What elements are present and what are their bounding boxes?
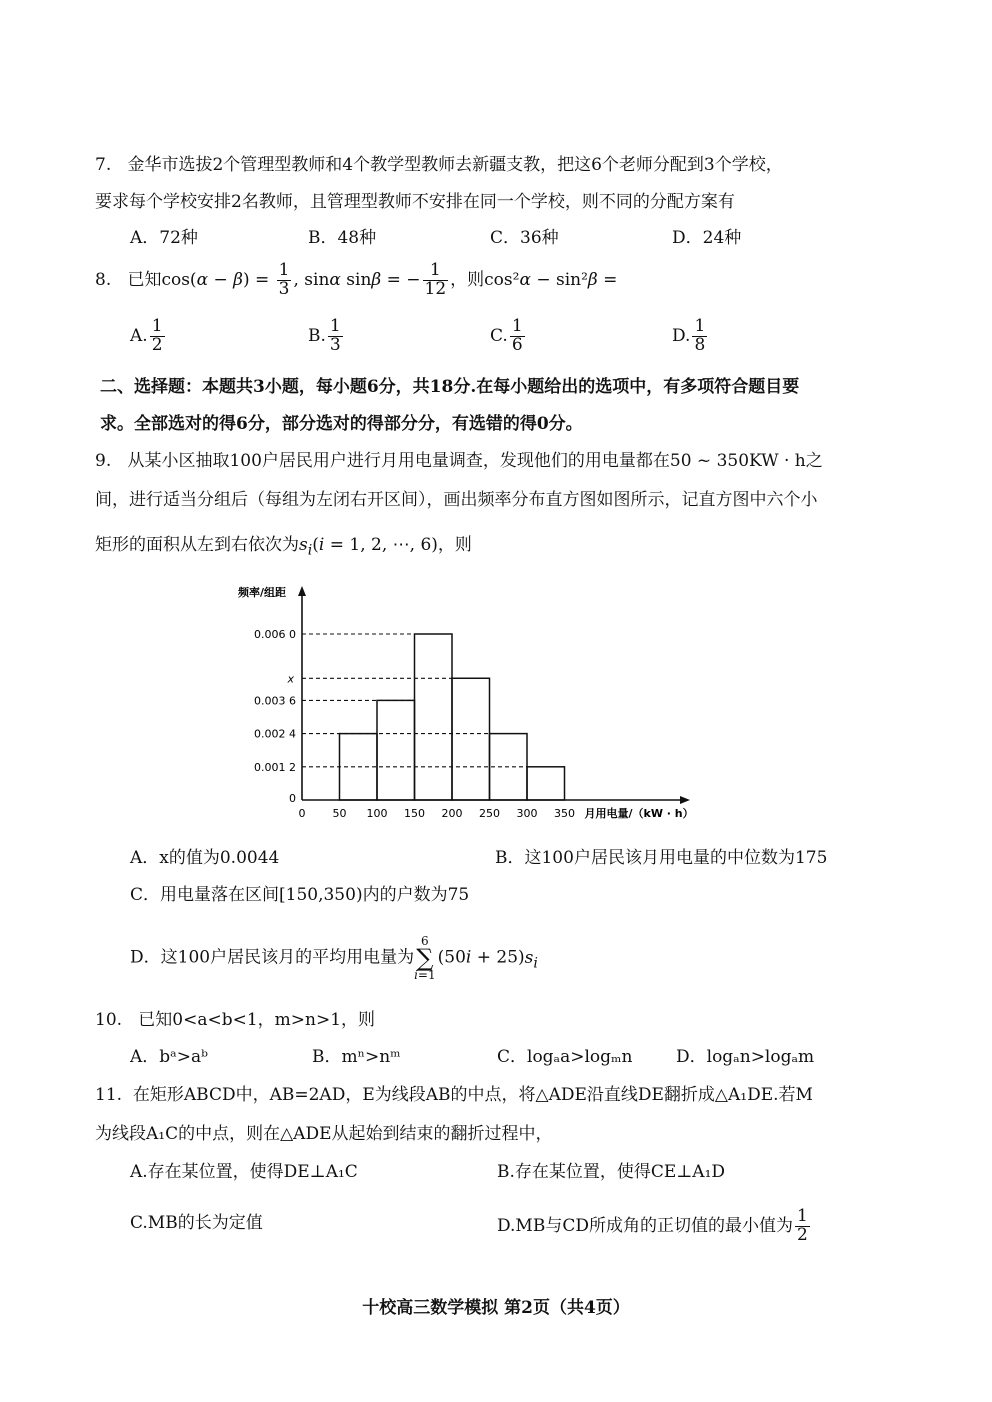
q11-number: 11. xyxy=(95,1085,123,1105)
y-tick-label: 0.006 0 xyxy=(254,628,296,641)
q7-number: 7. xyxy=(95,155,112,175)
q9-text-2: 间，进行适当分组后（每组为左闭右开区间），画出频率分布直方图如图所示，记直方图中六个小 xyxy=(95,490,818,510)
section2-line1: 二、选择题：本题共3小题，每小题6分，共18分.在每小题给出的选项中，有多项符合题目要 xyxy=(100,377,800,397)
q11-option-a: A.存在某位置，使得DE⊥A₁C xyxy=(130,1162,358,1182)
q7-option-c: C．36种 xyxy=(490,228,559,248)
q7-option-d: D．24种 xyxy=(672,228,742,248)
q10-option-d: D．logₐn>logₐm xyxy=(676,1047,815,1067)
q8-frac-1-3: $\frac{1}{3}$ xyxy=(278,260,290,299)
histogram-bar xyxy=(452,678,490,800)
x-tick-label: 200 xyxy=(441,807,463,820)
x-tick-label: 100 xyxy=(366,807,388,820)
histogram-bar xyxy=(377,700,415,800)
q9-option-d-prefix: D．这100户居民该月的平均用电量为 xyxy=(130,947,415,968)
y-axis-arrow xyxy=(298,586,306,596)
x-tick-label: 0 xyxy=(298,807,306,820)
x-tick-label: 350 xyxy=(554,807,575,820)
x-axis-label: 月用电量/（kW · h） xyxy=(584,807,694,820)
q10-option-a: A．bᵃ>aᵇ xyxy=(130,1047,208,1067)
q11-line1 xyxy=(95,1083,813,1107)
frequency-histogram xyxy=(230,578,730,828)
q10-option-c: C．logₐa>logₘn xyxy=(497,1047,633,1067)
q9-option-a: A．x的值为0.0044 xyxy=(130,848,280,868)
y-tick-label: 0.001 2 xyxy=(254,760,296,774)
q10-number: 10. xyxy=(95,1010,123,1030)
q9-text-3a: 矩形的面积从左到右依次为 xyxy=(95,535,299,555)
q7-text-1: 金华市选拔2个管理型教师和4个教学型教师去新疆支教，把这6个老师分配到3个学校， xyxy=(127,155,783,175)
x-axis-arrow xyxy=(680,796,690,804)
q9-option-d: D．这100户居民该月的平均用电量为6 ∑ $i=1(50i + 25)s_i$ xyxy=(130,934,538,982)
x-tick-label: 300 xyxy=(516,807,538,820)
q11-option-c: C.MB的长为定值 xyxy=(130,1213,263,1233)
sum-symbol: 6 ∑ i=1 xyxy=(414,934,436,982)
q7-option-a: A．72种 xyxy=(130,228,198,248)
q8-option-a: A. $\frac{1}{2}$ xyxy=(130,316,163,355)
q7-line1 xyxy=(95,153,783,177)
q10-line xyxy=(95,1008,375,1032)
q11-option-d-text: D.MB与CD所成角的正切值的最小值为 xyxy=(497,1215,793,1236)
q9-option-b: B．这100户居民该月用电量的中位数为175 xyxy=(495,848,828,868)
q9-number: 9. xyxy=(95,451,112,471)
q9-si-notation: $s_i(i = 1$, 2, ⋯, 6) xyxy=(299,535,438,559)
q9-text-3b: ，则 xyxy=(437,535,472,555)
x-tick-label: 50 xyxy=(332,807,347,820)
x-tick-label: 150 xyxy=(404,807,425,820)
x-tick-label: 250 xyxy=(479,807,500,820)
q11-option-b: B.存在某位置，使得CE⊥A₁D xyxy=(497,1162,726,1182)
q8-frac-1-12: $\frac{1}{12}$ xyxy=(424,260,447,299)
q8-stem: 8. 已知cos(α − β) = $\frac{1}{3}$ , sinα sinβ = − $\frac{1}{12}$ ，则cos²α − sin²β = xyxy=(95,260,618,299)
q10-option-b: B．mⁿ>nᵐ xyxy=(312,1047,401,1067)
q11-option-d: D.MB与CD所成角的正切值的最小值为 $\frac{1}{2}$ xyxy=(497,1206,808,1245)
y-tick-label: 0.003 6 xyxy=(254,694,296,708)
section2-line2: 求。全部选对的得6分，部分选对的得部分分，有选错的得0分。 xyxy=(100,414,583,434)
q9-line3 xyxy=(95,533,472,562)
y-tick-label: 0 xyxy=(289,792,296,805)
histogram-bar xyxy=(527,767,565,800)
q8-option-d: D. $\frac{1}{8}$ xyxy=(672,316,706,355)
q8-option-c: C. $\frac{1}{6}$ xyxy=(490,316,523,355)
q8-mid: ，则 xyxy=(450,269,485,290)
q7-option-b: B．48种 xyxy=(308,228,377,248)
y-tick-label: 0.002 4 xyxy=(254,727,296,741)
q10-stem: 已知0<a<b<1，m>n>1，则 xyxy=(138,1010,376,1030)
q8-number: 8. xyxy=(95,269,112,290)
q11-text-2: 为线段A₁C的中点，则在△ADE从起始到结束的翻折过程中， xyxy=(95,1124,553,1144)
q9-line1 xyxy=(95,449,823,473)
histogram-bar xyxy=(415,634,453,800)
y-axis-label: 频率/组距 xyxy=(238,586,287,599)
q8-prefix: 已知 xyxy=(127,269,162,290)
q11-text-1: 在矩形ABCD中，AB=2AD，E为线段AB的中点，将△ADE沿直线DE翻折成△A₁DE.若M xyxy=(132,1085,813,1105)
q9-option-c: C．用电量落在区间[150,350)内的户数为75 xyxy=(130,885,470,905)
q8-option-b: B. $\frac{1}{3}$ xyxy=(308,316,341,355)
q7-text-2: 要求每个学校安排2名教师，且管理型教师不安排在同一个学校，则不同的分配方案有 xyxy=(95,192,735,212)
q9-text-1: 从某小区抽取100户居民用户进行月用电量调查，发现他们的用电量都在50 ~ 350KW · h之 xyxy=(127,451,823,471)
page-footer: 十校高三数学模拟 第2页（共4页） xyxy=(362,1298,630,1318)
y-tick-label: x xyxy=(287,672,294,686)
